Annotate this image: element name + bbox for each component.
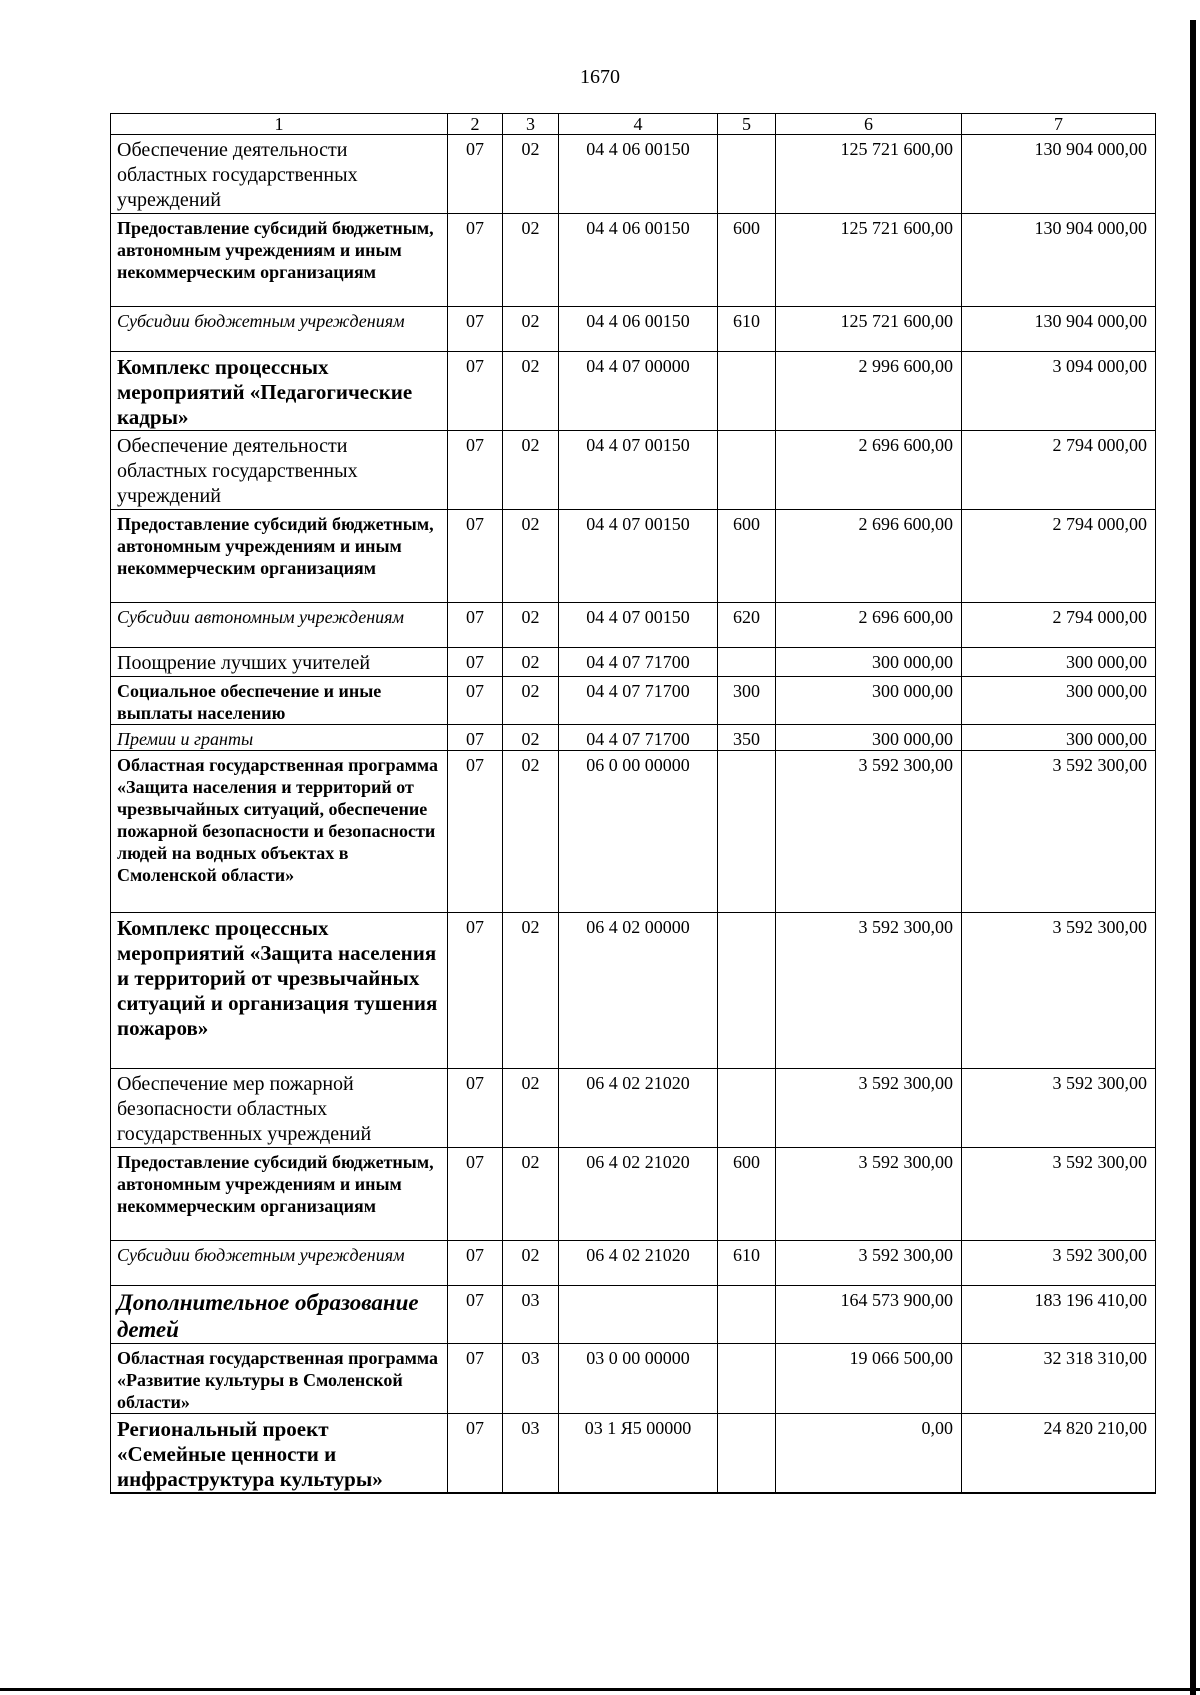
column-header: 6 [776,114,962,135]
subsection-code: 02 [503,431,559,510]
target-article-code: 06 0 00 00000 [559,751,718,913]
amount-col6: 164 573 900,00 [776,1286,962,1344]
row-name: Социальное обеспечение и иные выплаты населению [111,677,448,725]
amount-col7: 130 904 000,00 [962,135,1156,214]
row-name: Региональный проект «Семейные ценности и инфраструктура культуры» [111,1414,448,1494]
target-article-code: 04 4 07 71700 [559,725,718,751]
table-row [111,1414,1156,1494]
target-article-code: 06 4 02 00000 [559,913,718,1069]
expense-type-code [718,352,776,431]
amount-col7: 183 196 410,00 [962,1286,1156,1344]
target-article-code: 04 4 07 00000 [559,352,718,431]
table-row [111,352,1156,431]
amount-col7: 3 094 000,00 [962,352,1156,431]
row-name: Комплекс процессных мероприятий «Защита населения и территорий от чрезвычайных ситуаций и организация тушения пожаров» [111,913,448,1069]
table-row [111,510,1156,603]
amount-col6: 125 721 600,00 [776,214,962,307]
section-code: 07 [448,431,503,510]
subsection-code: 02 [503,1241,559,1286]
amount-col6: 0,00 [776,1414,962,1494]
table-body [111,135,1156,1494]
column-header: 2 [448,114,503,135]
amount-col7: 3 592 300,00 [962,751,1156,913]
row-name: Предоставление субсидий бюджетным, автономным учреждениям и иным некоммерческим организациям [111,214,448,307]
expense-type-code [718,1414,776,1494]
subsection-code: 02 [503,510,559,603]
amount-col6: 300 000,00 [776,725,962,751]
subsection-code: 03 [503,1344,559,1414]
amount-col7: 2 794 000,00 [962,510,1156,603]
section-code: 07 [448,135,503,214]
subsection-code: 02 [503,1148,559,1241]
subsection-code: 02 [503,307,559,352]
section-code: 07 [448,725,503,751]
amount-col6: 3 592 300,00 [776,1148,962,1241]
target-article-code: 04 4 07 00150 [559,431,718,510]
target-article-code: 04 4 06 00150 [559,214,718,307]
subsection-code: 02 [503,725,559,751]
subsection-code: 03 [503,1414,559,1494]
amount-col6: 3 592 300,00 [776,1069,962,1148]
table-row [111,913,1156,1069]
column-header: 7 [962,114,1156,135]
row-name: Областная государственная программа «Защита населения и территорий от чрезвычайных ситуаций, обеспечение пожарной безопасности и безопасности людей на водных объектах в Смоленской области» [111,751,448,913]
amount-col6: 125 721 600,00 [776,135,962,214]
target-article-code: 03 1 Я5 00000 [559,1414,718,1494]
amount-col7: 130 904 000,00 [962,307,1156,352]
section-code: 07 [448,1344,503,1414]
section-code: 07 [448,677,503,725]
expense-type-code [718,1344,776,1414]
section-code: 07 [448,751,503,913]
target-article-code: 04 4 06 00150 [559,307,718,352]
section-code: 07 [448,1069,503,1148]
subsection-code: 02 [503,751,559,913]
amount-col6: 300 000,00 [776,677,962,725]
target-article-code: 04 4 06 00150 [559,135,718,214]
subsection-code: 02 [503,135,559,214]
amount-col7: 3 592 300,00 [962,1241,1156,1286]
column-header: 4 [559,114,718,135]
expense-type-code: 350 [718,725,776,751]
expense-type-code: 600 [718,510,776,603]
row-name: Обеспечение мер пожарной безопасности областных государственных учреждений [111,1069,448,1148]
budget-table [110,113,1156,1494]
expense-type-code [718,1286,776,1344]
row-name: Субсидии бюджетным учреждениям [111,1241,448,1286]
target-article-code: 04 4 07 00150 [559,510,718,603]
amount-col6: 300 000,00 [776,648,962,677]
row-name: Дополнительное образование детей [111,1286,448,1344]
table-row [111,1241,1156,1286]
expense-type-code: 300 [718,677,776,725]
table-row [111,1069,1156,1148]
subsection-code: 02 [503,1069,559,1148]
row-name: Комплекс процессных мероприятий «Педагогические кадры» [111,352,448,431]
amount-col6: 19 066 500,00 [776,1344,962,1414]
amount-col6: 125 721 600,00 [776,307,962,352]
amount-col6: 2 996 600,00 [776,352,962,431]
expense-type-code: 620 [718,603,776,648]
target-article-code: 04 4 07 00150 [559,603,718,648]
amount-col6: 3 592 300,00 [776,751,962,913]
target-article-code: 04 4 07 71700 [559,677,718,725]
section-code: 07 [448,214,503,307]
row-name: Областная государственная программа «Развитие культуры в Смоленской области» [111,1344,448,1414]
amount-col6: 3 592 300,00 [776,1241,962,1286]
target-article-code: 03 0 00 00000 [559,1344,718,1414]
subsection-code: 02 [503,214,559,307]
section-code: 07 [448,603,503,648]
amount-col7: 3 592 300,00 [962,913,1156,1069]
row-name: Предоставление субсидий бюджетным, автономным учреждениям и иным некоммерческим организациям [111,1148,448,1241]
table-row [111,603,1156,648]
column-header: 3 [503,114,559,135]
section-code: 07 [448,913,503,1069]
row-name: Субсидии бюджетным учреждениям [111,307,448,352]
row-name: Поощрение лучших учителей [111,648,448,677]
expense-type-code: 600 [718,1148,776,1241]
amount-col6: 2 696 600,00 [776,510,962,603]
target-article-code [559,1286,718,1344]
table-row [111,751,1156,913]
row-name: Премии и гранты [111,725,448,751]
target-article-code: 06 4 02 21020 [559,1241,718,1286]
amount-col7: 130 904 000,00 [962,214,1156,307]
subsection-code: 02 [503,677,559,725]
column-header: 5 [718,114,776,135]
amount-col6: 2 696 600,00 [776,603,962,648]
amount-col7: 24 820 210,00 [962,1414,1156,1494]
section-code: 07 [448,1241,503,1286]
row-name: Предоставление субсидий бюджетным, автономным учреждениям и иным некоммерческим организациям [111,510,448,603]
row-name: Обеспечение деятельности областных государственных учреждений [111,135,448,214]
table-row [111,135,1156,214]
page-right-edge [1190,20,1196,1695]
column-number-row [111,114,1156,135]
subsection-code: 03 [503,1286,559,1344]
subsection-code: 02 [503,352,559,431]
row-name: Обеспечение деятельности областных государственных учреждений [111,431,448,510]
subsection-code: 02 [503,603,559,648]
table-row [111,677,1156,725]
expense-type-code: 610 [718,307,776,352]
section-code: 07 [448,352,503,431]
table-row [111,1344,1156,1414]
expense-type-code [718,751,776,913]
expense-type-code [718,431,776,510]
amount-col6: 3 592 300,00 [776,913,962,1069]
amount-col7: 300 000,00 [962,648,1156,677]
expense-type-code: 610 [718,1241,776,1286]
amount-col7: 300 000,00 [962,677,1156,725]
table-row [111,1148,1156,1241]
target-article-code: 06 4 02 21020 [559,1148,718,1241]
table-row [111,1286,1156,1344]
amount-col7: 2 794 000,00 [962,603,1156,648]
subsection-code: 02 [503,648,559,677]
section-code: 07 [448,1148,503,1241]
section-code: 07 [448,307,503,352]
section-code: 07 [448,1414,503,1494]
section-code: 07 [448,510,503,603]
column-header: 1 [111,114,448,135]
table-row [111,648,1156,677]
amount-col7: 3 592 300,00 [962,1069,1156,1148]
table-row [111,431,1156,510]
page-number: 1670 [580,66,620,88]
amount-col6: 2 696 600,00 [776,431,962,510]
target-article-code: 04 4 07 71700 [559,648,718,677]
expense-type-code [718,913,776,1069]
amount-col7: 3 592 300,00 [962,1148,1156,1241]
expense-type-code [718,1069,776,1148]
amount-col7: 32 318 310,00 [962,1344,1156,1414]
section-code: 07 [448,1286,503,1344]
expense-type-code [718,135,776,214]
subsection-code: 02 [503,913,559,1069]
expense-type-code: 600 [718,214,776,307]
section-code: 07 [448,648,503,677]
table-row [111,307,1156,352]
amount-col7: 300 000,00 [962,725,1156,751]
table-row [111,214,1156,307]
page-bottom-edge [0,1688,1200,1691]
expense-type-code [718,648,776,677]
table-row [111,725,1156,751]
row-name: Субсидии автономным учреждениям [111,603,448,648]
target-article-code: 06 4 02 21020 [559,1069,718,1148]
amount-col7: 2 794 000,00 [962,431,1156,510]
